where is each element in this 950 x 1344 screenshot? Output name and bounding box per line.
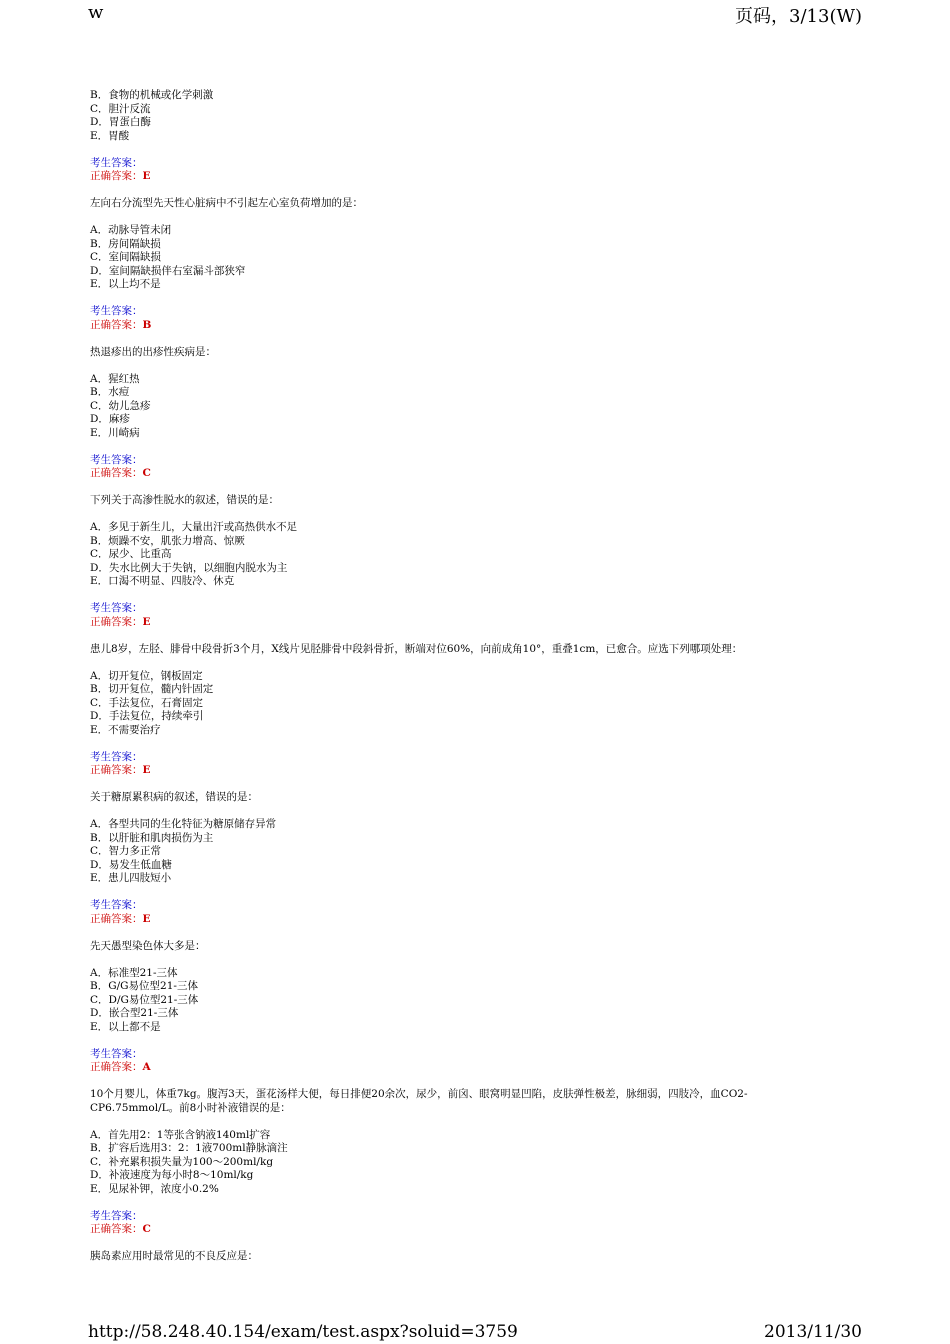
correct-answer-value: E [142, 764, 151, 776]
answer-option: D．补液速度为每小时8～10ml/kg [90, 1169, 254, 1181]
answer-block [90, 1210, 810, 1237]
question-stem: 患儿8岁，左胫、腓骨中段骨折3个月，X线片见胫腓骨中段斜骨折，断端对位60%，向前成角10°，重叠1cm，已愈合。应选下列哪项处理： [90, 642, 743, 655]
student-answer-label: 考生答案： [90, 899, 143, 911]
answer-option: E．患儿四肢短小 [90, 872, 172, 884]
answer-option: E．不需要治疗 [90, 723, 161, 736]
answer-option: D．易发生低血糖 [90, 858, 172, 871]
correct-answer-row [90, 319, 810, 333]
answer-option: D．胃蛋白酶 [90, 116, 151, 128]
question-block [90, 1250, 810, 1264]
correct-answer-value: E [142, 615, 151, 628]
answer-option: D．失水比例大于失钠，以细胞内脱水为主 [90, 561, 288, 574]
answer-option: C．手法复位，石膏固定 [90, 696, 204, 709]
answer-option: B．水痘 [90, 386, 130, 398]
answer-option: B．以肝脏和肌肉损伤为主 [90, 831, 214, 844]
question-block [90, 1088, 810, 1237]
answer-option: C．智力多正常 [90, 845, 162, 857]
answer-option: C．尿少、比重高 [90, 548, 172, 560]
question-stem: 胰岛素应用时最常见的不良反应是： [90, 1250, 258, 1262]
question-block [90, 791, 810, 926]
question-block [90, 197, 810, 332]
answer-option: A．猩红热 [90, 372, 140, 385]
answer-option: A．各型共同的生化特征为糖原储存异常 [90, 818, 277, 830]
student-answer-label: 考生答案： [90, 305, 143, 317]
answer-option: E．见尿补钾，浓度小0.2% [90, 1182, 219, 1195]
answer-option: B．烦躁不安，肌张力增高、惊厥 [90, 534, 245, 547]
answer-option: C．D/G易位型21-三体 [90, 993, 199, 1006]
student-answer-label: 考生答案： [90, 1209, 143, 1222]
answer-option: B．房间隔缺损 [90, 237, 161, 250]
answer-option: C．胆汁反流 [90, 102, 151, 115]
answer-option: A．多见于新生儿，大量出汗或高热供水不足 [90, 521, 298, 533]
correct-answer-label: 正确答案： [90, 764, 143, 776]
answer-option: B．G/G易位型21-三体 [90, 980, 198, 992]
answer-option: A．切开复位，钢板固定 [90, 669, 203, 682]
correct-answer-row [90, 764, 810, 778]
student-answer-label: 考生答案： [90, 750, 143, 763]
correct-answer-row [90, 616, 810, 630]
student-answer-label: 考生答案： [90, 156, 143, 169]
answer-option: C．室间隔缺损 [90, 251, 162, 263]
correct-answer-value: C [142, 467, 151, 479]
question-stem: 10个月婴儿，体重7kg。腹泻3天，蛋花汤样大便，每日排便20余次，尿少，前囟、眼窝明显凹陷，皮肤弹性极差，脉细弱，四肢冷，血CO2-CP6.75mmol/L。前8小时补液错误的是： [90, 1088, 748, 1114]
correct-answer-value: E [142, 912, 151, 925]
footer-url: http://58.248.40.154/exam/test.aspx?soluid=3759 [88, 1322, 518, 1342]
question-stem: 关于糖原累积病的叙述，错误的是： [90, 791, 258, 803]
answer-block [90, 899, 810, 926]
question-stem: 左向右分流型先天性心脏病中不引起左心室负荷增加的是： [90, 197, 363, 209]
answer-option: E．以上均不是 [90, 278, 161, 290]
answer-option: E．以上都不是 [90, 1020, 161, 1033]
question-stem: 下列关于高渗性脱水的叙述，错误的是： [90, 494, 279, 506]
correct-answer-row [90, 1061, 810, 1075]
correct-answer-label: 正确答案： [90, 318, 143, 331]
answer-option: D．室间隔缺损伴右室漏斗部狭窄 [90, 264, 246, 277]
correct-answer-label: 正确答案： [90, 1061, 143, 1073]
question-block [90, 494, 810, 629]
correct-answer-label: 正确答案： [90, 467, 143, 479]
answer-option: C．补充累积损失量为100～200ml/kg [90, 1155, 274, 1168]
answer-block [90, 305, 810, 332]
header-page-number: 页码，3/13(W) [735, 6, 862, 27]
answer-option: B．食物的机械或化学刺激 [90, 89, 214, 101]
question-block [90, 346, 810, 481]
student-answer-label: 考生答案： [90, 453, 143, 466]
correct-answer-value: B [142, 318, 152, 331]
question-list [90, 89, 810, 1277]
answer-block [90, 157, 810, 184]
correct-answer-row [90, 913, 810, 927]
answer-option: D．嵌合型21-三体 [90, 1007, 179, 1019]
correct-answer-value: C [142, 1223, 151, 1235]
answer-option: C．幼儿急疹 [90, 399, 151, 412]
question-block [90, 940, 810, 1075]
footer-date: 2013/11/30 [764, 1322, 862, 1342]
answer-block [90, 454, 810, 481]
correct-answer-label: 正确答案： [90, 615, 143, 628]
correct-answer-value: A [142, 1061, 151, 1073]
question-block [90, 89, 810, 184]
answer-option: B．扩容后选用3：2：1液700ml静脉滴注 [90, 1142, 288, 1154]
header-left-text: w [88, 2, 104, 23]
answer-option: A．标准型21-三体 [90, 966, 178, 979]
question-stem: 先天愚型染色体大多是： [90, 939, 206, 952]
correct-answer-row [90, 467, 810, 481]
correct-answer-value: E [142, 170, 151, 182]
question-stem: 热退疹出的出疹性疾病是： [90, 345, 216, 358]
answer-option: A．首先用2：1等张含钠液140ml扩容 [90, 1128, 271, 1141]
correct-answer-row [90, 1223, 810, 1237]
answer-option: E．口渴不明显、四肢冷、休克 [90, 575, 235, 587]
answer-block [90, 1048, 810, 1075]
correct-answer-label: 正确答案： [90, 170, 143, 182]
student-answer-label: 考生答案： [90, 1047, 143, 1060]
answer-option: D．麻疹 [90, 413, 130, 425]
answer-block [90, 751, 810, 778]
question-block [90, 643, 810, 778]
answer-option: B．切开复位，髓内针固定 [90, 683, 214, 695]
answer-option: E．川崎病 [90, 426, 140, 439]
student-answer-label: 考生答案： [90, 602, 143, 614]
correct-answer-row [90, 170, 810, 184]
answer-option: D．手法复位，持续牵引 [90, 710, 204, 722]
answer-option: A．动脉导管未闭 [90, 224, 172, 236]
correct-answer-label: 正确答案： [90, 912, 143, 925]
correct-answer-label: 正确答案： [90, 1223, 143, 1235]
answer-block [90, 602, 810, 629]
answer-option: E．胃酸 [90, 129, 130, 142]
